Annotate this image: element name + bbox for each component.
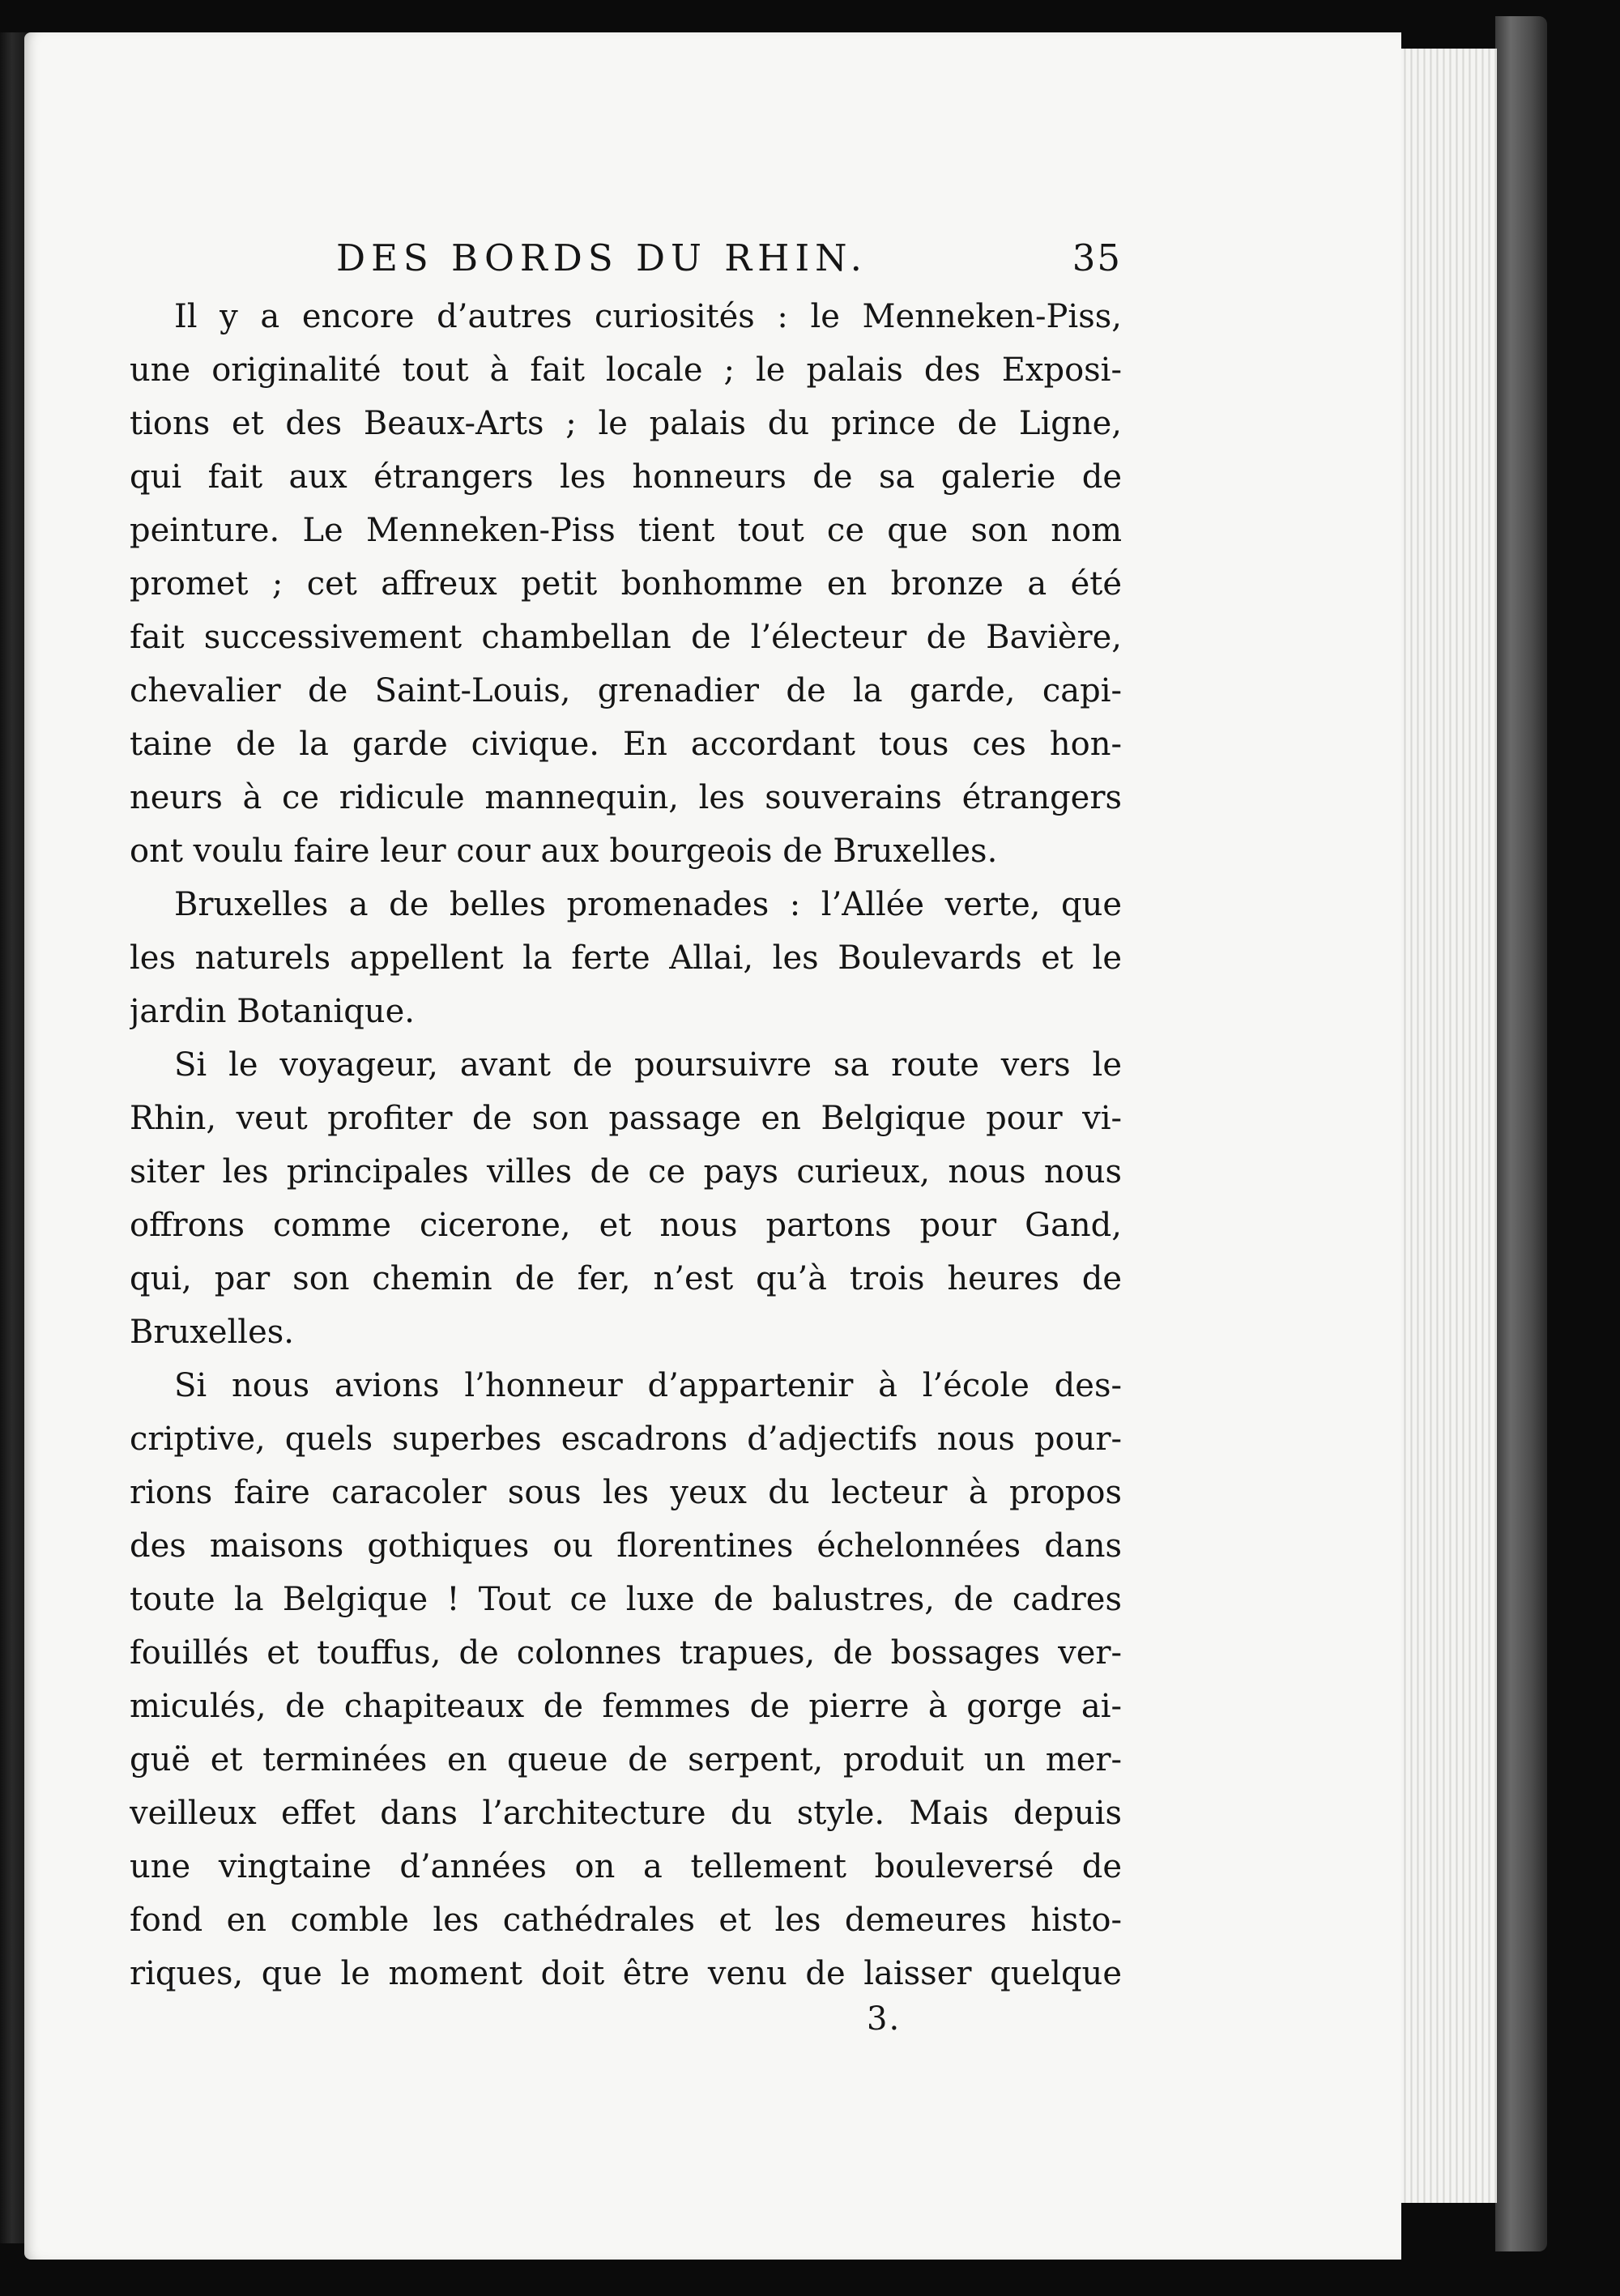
text-line: jardin Botanique. (130, 993, 415, 1030)
text-line: qui fait aux étrangers les honneurs de sa galerie de (130, 458, 1122, 496)
text-line: les naturels appellent la ferte Allai, les Boulevards et le (130, 939, 1122, 977)
text-line: une vingtaine d’années on a tellement bouleversé de (130, 1848, 1122, 1885)
signature-mark: 3. (867, 2000, 902, 2038)
text-line: guë et terminées en queue de serpent, produit un mer- (130, 1741, 1122, 1778)
text-line: Si nous avions l’honneur d’appartenir à l’école des- (174, 1367, 1122, 1404)
text-line: Si le voyageur, avant de poursuivre sa route vers le (174, 1046, 1122, 1084)
text-line: Il y a encore d’autres curiosités : le Menneken-Piss, (174, 298, 1122, 335)
text-line: criptive, quels superbes escadrons d’adjectifs nous pour- (130, 1421, 1122, 1458)
text-line: fouillés et touffus, de colonnes trapues, de bossages ver- (130, 1634, 1122, 1672)
text-line: peinture. Le Menneken-Piss tient tout ce que son nom (130, 512, 1122, 549)
text-line: fait successivement chambellan de l’électeur de Bavière, (130, 619, 1122, 656)
text-line: veilleux effet dans l’architecture du style. Mais depuis (130, 1795, 1122, 1832)
text-line: une originalité tout à fait locale ; le palais des Exposi- (130, 351, 1122, 389)
page-number: 35 (1072, 236, 1122, 279)
text-line: chevalier de Saint-Louis, grenadier de la garde, capi- (130, 672, 1122, 709)
text-line: ont voulu faire leur cour aux bourgeois de Bruxelles. (130, 833, 998, 870)
text-line: miculés, de chapiteaux de femmes de pierre à gorge ai- (130, 1688, 1122, 1725)
text-line: tions et des Beaux-Arts ; le palais du prince de Ligne, (130, 405, 1122, 442)
text-line: fond en comble les cathédrales et les demeures histo- (130, 1902, 1122, 1939)
text-block (130, 236, 1122, 2000)
text-line: riques, que le moment doit être venu de laisser quelque (130, 1955, 1122, 1992)
book-cover-edge (1495, 16, 1547, 2251)
text-line: Bruxelles. (130, 1314, 295, 1351)
text-line: siter les principales villes de ce pays curieux, nous nous (130, 1153, 1122, 1191)
text-line: Bruxelles a de belles promenades : l’Allée verte, que (174, 886, 1122, 923)
text-line: toute la Belgique ! Tout ce luxe de balustres, de cadres (130, 1581, 1122, 1618)
text-line: neurs à ce ridicule mannequin, les souverains étrangers (130, 779, 1122, 816)
fore-edge-pages (1392, 49, 1497, 2203)
text-line: promet ; cet affreux petit bonhomme en bronze a été (130, 565, 1122, 603)
text-line: rions faire caracoler sous les yeux du lecteur à propos (130, 1474, 1122, 1511)
running-head (130, 236, 1122, 290)
running-title: DES BORDS DU RHIN. (336, 236, 868, 279)
text-line: offrons comme cicerone, et nous partons pour Gand, (130, 1207, 1122, 1244)
text-line: taine de la garde civique. En accordant tous ces hon- (130, 726, 1122, 763)
text-line: des maisons gothiques ou florentines échelonnées dans (130, 1527, 1122, 1565)
text-line: qui, par son chemin de fer, n’est qu’à trois heures de (130, 1260, 1122, 1297)
text-line: Rhin, veut profiter de son passage en Belgique pour vi- (130, 1100, 1122, 1137)
